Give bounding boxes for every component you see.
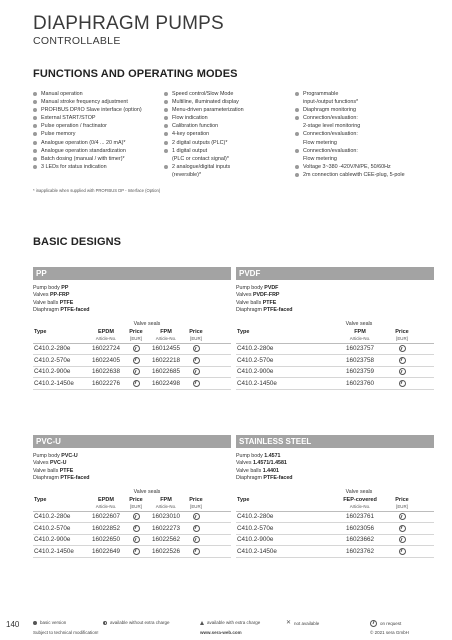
filled-circle-icon [33,621,37,625]
price-on-request-icon [399,357,406,364]
price-on-request-icon [193,536,200,543]
feature-item: Analogue operation standardization [33,147,142,155]
spec-line: Diaphragm PTFE-faced [236,307,293,314]
legend-not-available: ✕ not available [286,620,320,626]
price-on-request-icon [399,368,406,375]
features-column-1 [33,90,142,171]
legend-on-request: on request [370,620,401,627]
price-on-request-icon [133,380,140,387]
feature-item-continued: (PLC or contact signal)* [172,155,229,162]
table-subheader: Article-No. [EUR] Article-No. [EUR] [33,335,231,344]
table-row: C410.2-900e 16022638 16022685 [33,367,231,379]
spec-line: Valves PVC-U [33,460,67,467]
table-row: C410.2-1450e 16023760 [236,378,434,390]
design-panel-pvdf [236,267,434,390]
feature-item: External START/STOP [33,114,142,122]
price-on-request-icon [133,536,140,543]
price-on-request-icon [399,513,406,520]
triangle-icon [200,621,204,625]
feature-item: Connection/evaluation: [295,147,405,155]
table-row: C410.2-570e 16022405 16022218 [33,355,231,367]
feature-item-continued: Flow metering [303,139,337,146]
feature-item: Analogue operation (0/4 ... 20 mA)* [33,139,142,147]
feature-item: Programmable [295,90,405,98]
table-row: C410.2-900e 16023759 [236,367,434,379]
valve-seals-label: Valve seals [133,488,161,495]
cross-icon: ✕ [286,620,292,626]
price-on-request-icon [133,548,140,555]
table-header: Type FPM Price [237,328,409,335]
valve-seals-label: Valve seals [133,320,161,327]
panel-header: STAINLESS STEEL [236,435,434,448]
page-subtitle: CONTROLLABLE [33,35,121,47]
legend-no-extra-charge: available without extra charge [103,620,170,625]
page-number: 140 [6,620,20,629]
spec-line: Diaphragm PTFE-faced [33,307,90,314]
legend-extra-charge: available with extra charge [200,620,260,625]
price-on-request-icon [399,380,406,387]
table-header: Type EPDM Price FPM Price [34,328,203,335]
feature-item: Connection/evaluation: [295,130,405,138]
table-row: C410.2-570e 16022852 16022273 [33,523,231,535]
table-row: C410.2-1450e 16023762 [236,546,434,558]
price-on-request-icon [370,620,377,627]
feature-item: Connection/evaluation: [295,114,405,122]
features-column-3 [295,90,405,179]
table-row: C410.2-570e 16023758 [236,355,434,367]
price-on-request-icon [133,513,140,520]
price-on-request-icon [193,357,200,364]
price-on-request-icon [133,345,140,352]
price-on-request-icon [193,513,200,520]
feature-item: Menu-driven parameterization [164,106,244,114]
spec-line: Diaphragm PTFE-faced [236,475,293,482]
price-on-request-icon [399,345,406,352]
feature-item-continued: 2-stage level monitoring [303,123,361,130]
design-panel-pvcu [33,435,231,558]
table-row: C410.2-1450e 16022649 16022526 [33,546,231,558]
spec-line: Diaphragm PTFE-faced [33,475,90,482]
panel-header: PVC-U [33,435,231,448]
spec-line: Valves PVDF-FRP [236,292,280,299]
price-on-request-icon [193,345,200,352]
footer-copyright: © 2021 sera GmbH [370,630,409,635]
price-on-request-icon [133,368,140,375]
feature-item: Pulse memory [33,130,142,138]
price-on-request-icon [193,380,200,387]
price-on-request-icon [193,368,200,375]
legend-basic-version: basic version [33,620,66,625]
table-row: C410.2-570e 16023056 [236,523,434,535]
spec-line: Pump body 1.4571 [236,453,281,459]
spec-line: Pump body PP [33,285,69,291]
spec-line: Pump body PVDF [236,285,279,291]
functions-heading: FUNCTIONS AND OPERATING MODES [33,68,238,80]
feature-item-continued: input-/output functions* [303,99,359,106]
spec-line: Valve balls 1.4401 [236,467,279,474]
price-on-request-icon [133,525,140,532]
table-row: C410.2-280e 16023761 [236,512,434,524]
features-column-2 [164,90,244,179]
design-panel-pp [33,267,231,390]
feature-item: Multiline, illuminated display [164,98,244,106]
valve-seals-label: Valve seals [345,488,373,495]
spec-line: Valve balls PTFE [33,467,74,474]
price-on-request-icon [193,525,200,532]
half-circle-icon [103,621,107,625]
feature-item: 4-key operation [164,130,244,138]
table-header: Type EPDM Price FPM Price [34,496,203,503]
feature-item-continued: (reversible)* [172,171,202,178]
table-row: C410.2-900e 16023662 [236,535,434,547]
price-on-request-icon [399,525,406,532]
feature-item-continued: Flow metering [303,155,337,162]
valve-seals-label: Valve seals [345,320,373,327]
price-on-request-icon [193,548,200,555]
spec-line: Valves 1.4571/1.4581 [236,460,287,467]
feature-item: Manual stroke frequency adjustment [33,98,142,106]
feature-item: Speed control/Slow Mode [164,90,244,98]
spec-list [236,285,434,315]
table-row: C410.2-900e 16022650 16022562 [33,535,231,547]
table-row: C410.2-1450e 16022276 16022498 [33,378,231,390]
feature-item: Calibration function [164,122,244,130]
feature-item: Diaphragm monitoring [295,106,405,114]
spec-line: Pump body PVC-U [33,453,78,459]
table-row: C410.2-280e 16023757 [236,344,434,356]
footer-website-link[interactable]: www.sera-web.com [200,630,242,635]
basic-designs-heading: BASIC DESIGNS [33,236,122,248]
price-on-request-icon [399,536,406,543]
price-on-request-icon [133,357,140,364]
page-title: DIAPHRAGM PUMPS [33,13,224,34]
feature-item: Batch dosing (manual / with timer)* [33,155,142,163]
feature-item: 3 LEDs for status indication [33,163,142,171]
feature-item: 1 digital output [164,147,244,155]
table-subheader: Article-No. [EUR] Article-No. [EUR] [33,503,231,512]
spec-line: Valve balls PTFE [33,299,74,306]
spec-list [33,285,231,315]
footnote: * inapplicable when supplied with PROFIBUS DP - Interface (Option) [33,188,161,193]
feature-item: 2 digital outputs (PLC)* [164,139,244,147]
table-row: C410.2-280e 16022607 16023010 [33,512,231,524]
design-panel-stainless-steel [236,435,434,558]
footer-disclaimer: Subject to technical modification! [33,630,99,635]
spec-list [236,453,434,483]
feature-item: Manual operation [33,90,142,98]
table-subheader: Article-No. [EUR] [236,503,434,512]
spec-line: Valve balls PTFE [236,299,277,306]
table-subheader: Article-No. [EUR] [236,335,434,344]
table-header: Type FEP-covered Price [237,496,409,503]
price-on-request-icon [399,548,406,555]
feature-item: PROFIBUS DP/IO Slave interface (option) [33,106,142,114]
spec-list [33,453,231,483]
feature-item: Flow indication [164,114,244,122]
feature-item: Pulse operation / fractinator [33,122,142,130]
feature-item: Voltage 3~380 -420V/N/PE, 50/60Hz [295,163,405,171]
spec-line: Valves PP-FRP [33,292,70,299]
panel-header: PVDF [236,267,434,280]
panel-header: PP [33,267,231,280]
feature-item: 2m connection cablewith CEE-plug, 5-pole [295,171,405,179]
table-row: C410.2-280e 16022724 16012455 [33,344,231,356]
feature-item: 2 analogue/digital inputs [164,163,244,171]
